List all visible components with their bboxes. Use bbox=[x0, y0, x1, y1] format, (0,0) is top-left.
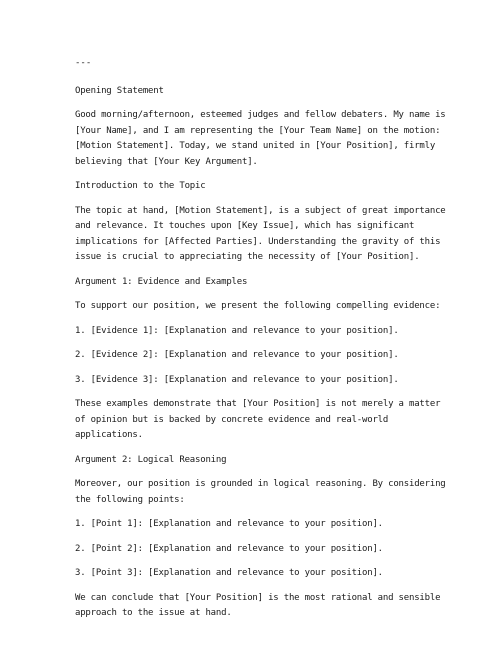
paragraph-line: issue is crucial to appreciating the necessity of [Your Position]. bbox=[75, 252, 420, 262]
argument-1-intro: To support our position, we present the following compelling evidence: bbox=[75, 301, 441, 311]
paragraph-line: The topic at hand, [Motion Statement], is a subject of great importance bbox=[75, 205, 446, 216]
section-heading-argument-1: Argument 1: Evidence and Examples bbox=[75, 276, 248, 287]
paragraph-line: [Your Name], and I am representing the [Your Team Name] on the motion: bbox=[75, 125, 441, 136]
section-heading-introduction: Introduction to the Topic bbox=[75, 181, 206, 191]
list-item-evidence-3: 3. [Evidence 3]: [Explanation and relevance to your position]. bbox=[75, 374, 399, 385]
introduction-paragraph bbox=[75, 204, 446, 266]
paragraph-line: These examples demonstrate that [Your Position] is not merely a matter bbox=[75, 399, 441, 409]
separator-line: --- bbox=[75, 58, 92, 68]
paragraph-line: Moreover, our position is grounded in logical reasoning. By considering bbox=[75, 479, 446, 489]
section-heading-opening-statement: Opening Statement bbox=[75, 85, 164, 96]
opening-statement-paragraph bbox=[75, 108, 446, 170]
argument-2-intro bbox=[75, 477, 446, 508]
paragraph-line: applications. bbox=[75, 430, 143, 440]
paragraph-line: implications for [Affected Parties]. Understanding the gravity of this bbox=[75, 236, 441, 247]
argument-2-closing bbox=[75, 591, 441, 622]
list-item-point-1: 1. [Point 1]: [Explanation and relevance to your position]. bbox=[75, 519, 383, 529]
paragraph-line: We can conclude that [Your Position] is the most rational and sensible bbox=[75, 592, 441, 603]
paragraph-line: [Motion Statement]. Today, we stand united in [Your Position], firmly bbox=[75, 141, 436, 151]
paragraph-line: the following points: bbox=[75, 494, 185, 505]
document-body bbox=[75, 56, 446, 631]
paragraph-line: approach to the issue at hand. bbox=[75, 608, 232, 618]
paragraph-line: and relevance. It touches upon [Key Issue], which has significant bbox=[75, 221, 415, 231]
list-item-evidence-2: 2. [Evidence 2]: [Explanation and relevance to your position]. bbox=[75, 350, 399, 360]
argument-1-closing bbox=[75, 397, 441, 444]
paragraph-line: believing that [Your Key Argument]. bbox=[75, 156, 258, 167]
list-item-evidence-1: 1. [Evidence 1]: [Explanation and relevance to your position]. bbox=[75, 325, 399, 336]
list-item-point-3: 3. [Point 3]: [Explanation and relevance to your position]. bbox=[75, 568, 383, 578]
paragraph-line: Good morning/afternoon, esteemed judges and fellow debaters. My name is bbox=[75, 110, 446, 120]
section-heading-argument-2: Argument 2: Logical Reasoning bbox=[75, 454, 227, 465]
list-item-point-2: 2. [Point 2]: [Explanation and relevance to your position]. bbox=[75, 543, 383, 554]
paragraph-line: of opinion but is backed by concrete evidence and real-world bbox=[75, 414, 389, 425]
